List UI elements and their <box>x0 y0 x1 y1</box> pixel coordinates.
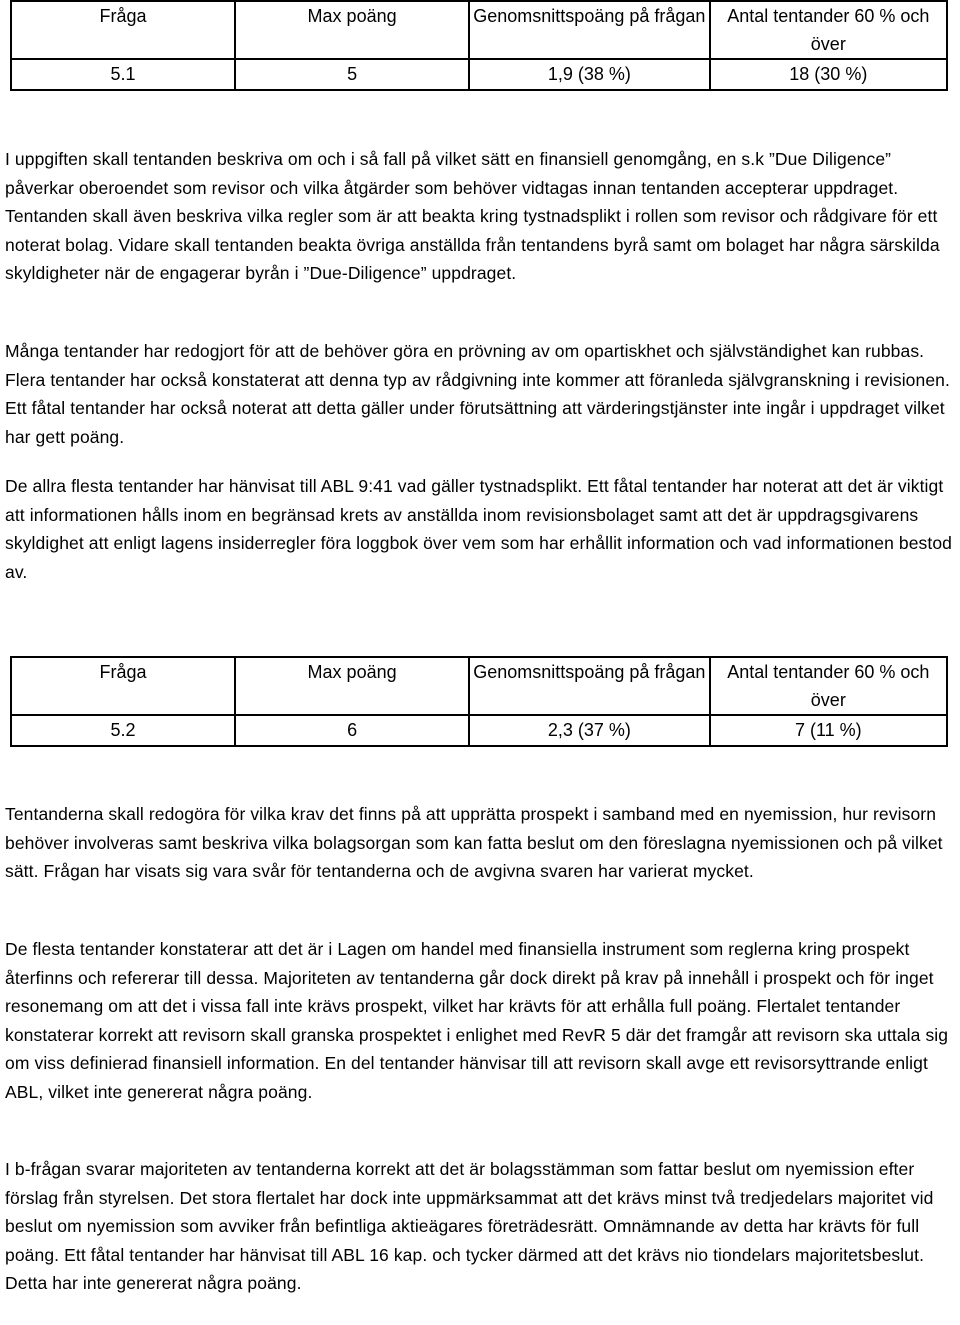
cell-max-points: 6 <box>235 715 469 746</box>
paragraph-5-1-task: I uppgiften skall tentanden beskriva om och i så fall på vilket sätt en finansiell genomgång, en s.k ”Due Diligence” påverkar oberoendet som revisor och vilka åtgärder som behöver vidtagas innan tentanden accepterar uppdraget. Tentanden skall även beskriva vilka regler som är att beakta kring tystnadsplikt i rollen som revisor och rådgivare för ett noterat bolag. Vidare skall tentanden beakta övriga anställda från tentandens byrå samt om bolaget har några särskilda skyldigheter när de engagerar byrån i ”Due-Diligence” uppdraget. <box>5 149 940 284</box>
header-avg-score: Genomsnittspoäng på frågan <box>469 1 710 59</box>
cell-question: 5.2 <box>11 715 235 746</box>
table-header-row <box>11 657 947 715</box>
header-question: Fråga <box>11 1 235 59</box>
header-question: Fråga <box>11 657 235 715</box>
header-max-points: Max poäng <box>235 657 469 715</box>
header-count-60: Antal tentander 60 % och över <box>710 657 947 715</box>
paragraph-5-1-confidentiality: De allra flesta tentander har hänvisat till ABL 9:41 vad gäller tystnadsplikt. Ett fåtal tentander har noterat att det är viktigt att informationen hålls inom en begränsad krets av anställda inom revisionsbolaget samt att det är uppdragsgivarens skyldighet att enligt lagens insiderregler föra loggbok över vem som har erhållit information och vad informationen bestod av. <box>5 476 953 582</box>
cell-avg-score: 2,3 (37 %) <box>469 715 710 746</box>
score-table-5-1 <box>10 0 948 91</box>
cell-count-60: 18 (30 %) <box>710 59 947 90</box>
table-row <box>11 59 947 90</box>
cell-max-points: 5 <box>235 59 469 90</box>
paragraph-5-2-prospectus: De flesta tentander konstaterar att det är i Lagen om handel med finansiella instrument som reglerna kring prospekt återfinns och refererar till dessa. Majoriteten av tentanderna går dock direkt på krav på innehåll i prospekt och för inget resonemang om att det i vissa fall inte krävs prospekt, vilket har krävts för att erhålla full poäng. Flertalet tentander konstaterar korrekt att revisorn skall granska prospektet i enlighet med RevR 5 där det framgår att revisorn ska uttala sig om viss definierad finansiell information. En del tentander hänvisar till att revisorn skall avge ett revisorsyttrande enligt ABL, vilket inte genererat några poäng. <box>5 939 949 1102</box>
paragraph-5-1-independence: Många tentander har redogjort för att de behöver göra en prövning av om opartiskhet och självständighet kan rubbas. Flera tentander har också konstaterat att denna typ av rådgivning inte kommer att föranleda självgranskning i revisionen. Ett fåtal tentander har också noterat att detta gäller under förutsättning att värderingstjänster inte ingår i uppdraget vilket har gett poäng. <box>5 341 950 447</box>
paragraph-5-2-b-question: I b-frågan svarar majoriteten av tentanderna korrekt att det är bolagsstämman som fattar beslut om nyemission efter förslag från styrelsen. Det stora flertalet har dock inte uppmärksammat att det krävs minst två tredjedelars majoritet vid beslut om nyemission som avviker från befintliga aktieägares företrädesrätt. Omnämnande av detta har krävts för full poäng. Ett fåtal tentander har hänvisat till ABL 16 kap. och tycker därmed att det krävs nio tiondelars majoritetsbeslut. Detta har inte genererat några poäng. <box>5 1159 934 1294</box>
header-avg-score: Genomsnittspoäng på frågan <box>469 657 710 715</box>
header-count-60: Antal tentander 60 % och över <box>710 1 947 59</box>
header-max-points: Max poäng <box>235 1 469 59</box>
cell-count-60: 7 (11 %) <box>710 715 947 746</box>
score-table-5-2 <box>10 656 948 747</box>
cell-avg-score: 1,9 (38 %) <box>469 59 710 90</box>
cell-question: 5.1 <box>11 59 235 90</box>
table-row <box>11 715 947 746</box>
table-header-row <box>11 1 947 59</box>
paragraph-5-2-task: Tentanderna skall redogöra för vilka krav det finns på att upprätta prospekt i samband med en nyemission, hur revisorn behöver involveras samt beskriva vilka bolagsorgan som kan fatta beslut om den föreslagna nyemissionen och på vilket sätt. Frågan har visats sig vara svår för tentanderna och de avgivna svaren har varierat mycket. <box>5 804 943 882</box>
